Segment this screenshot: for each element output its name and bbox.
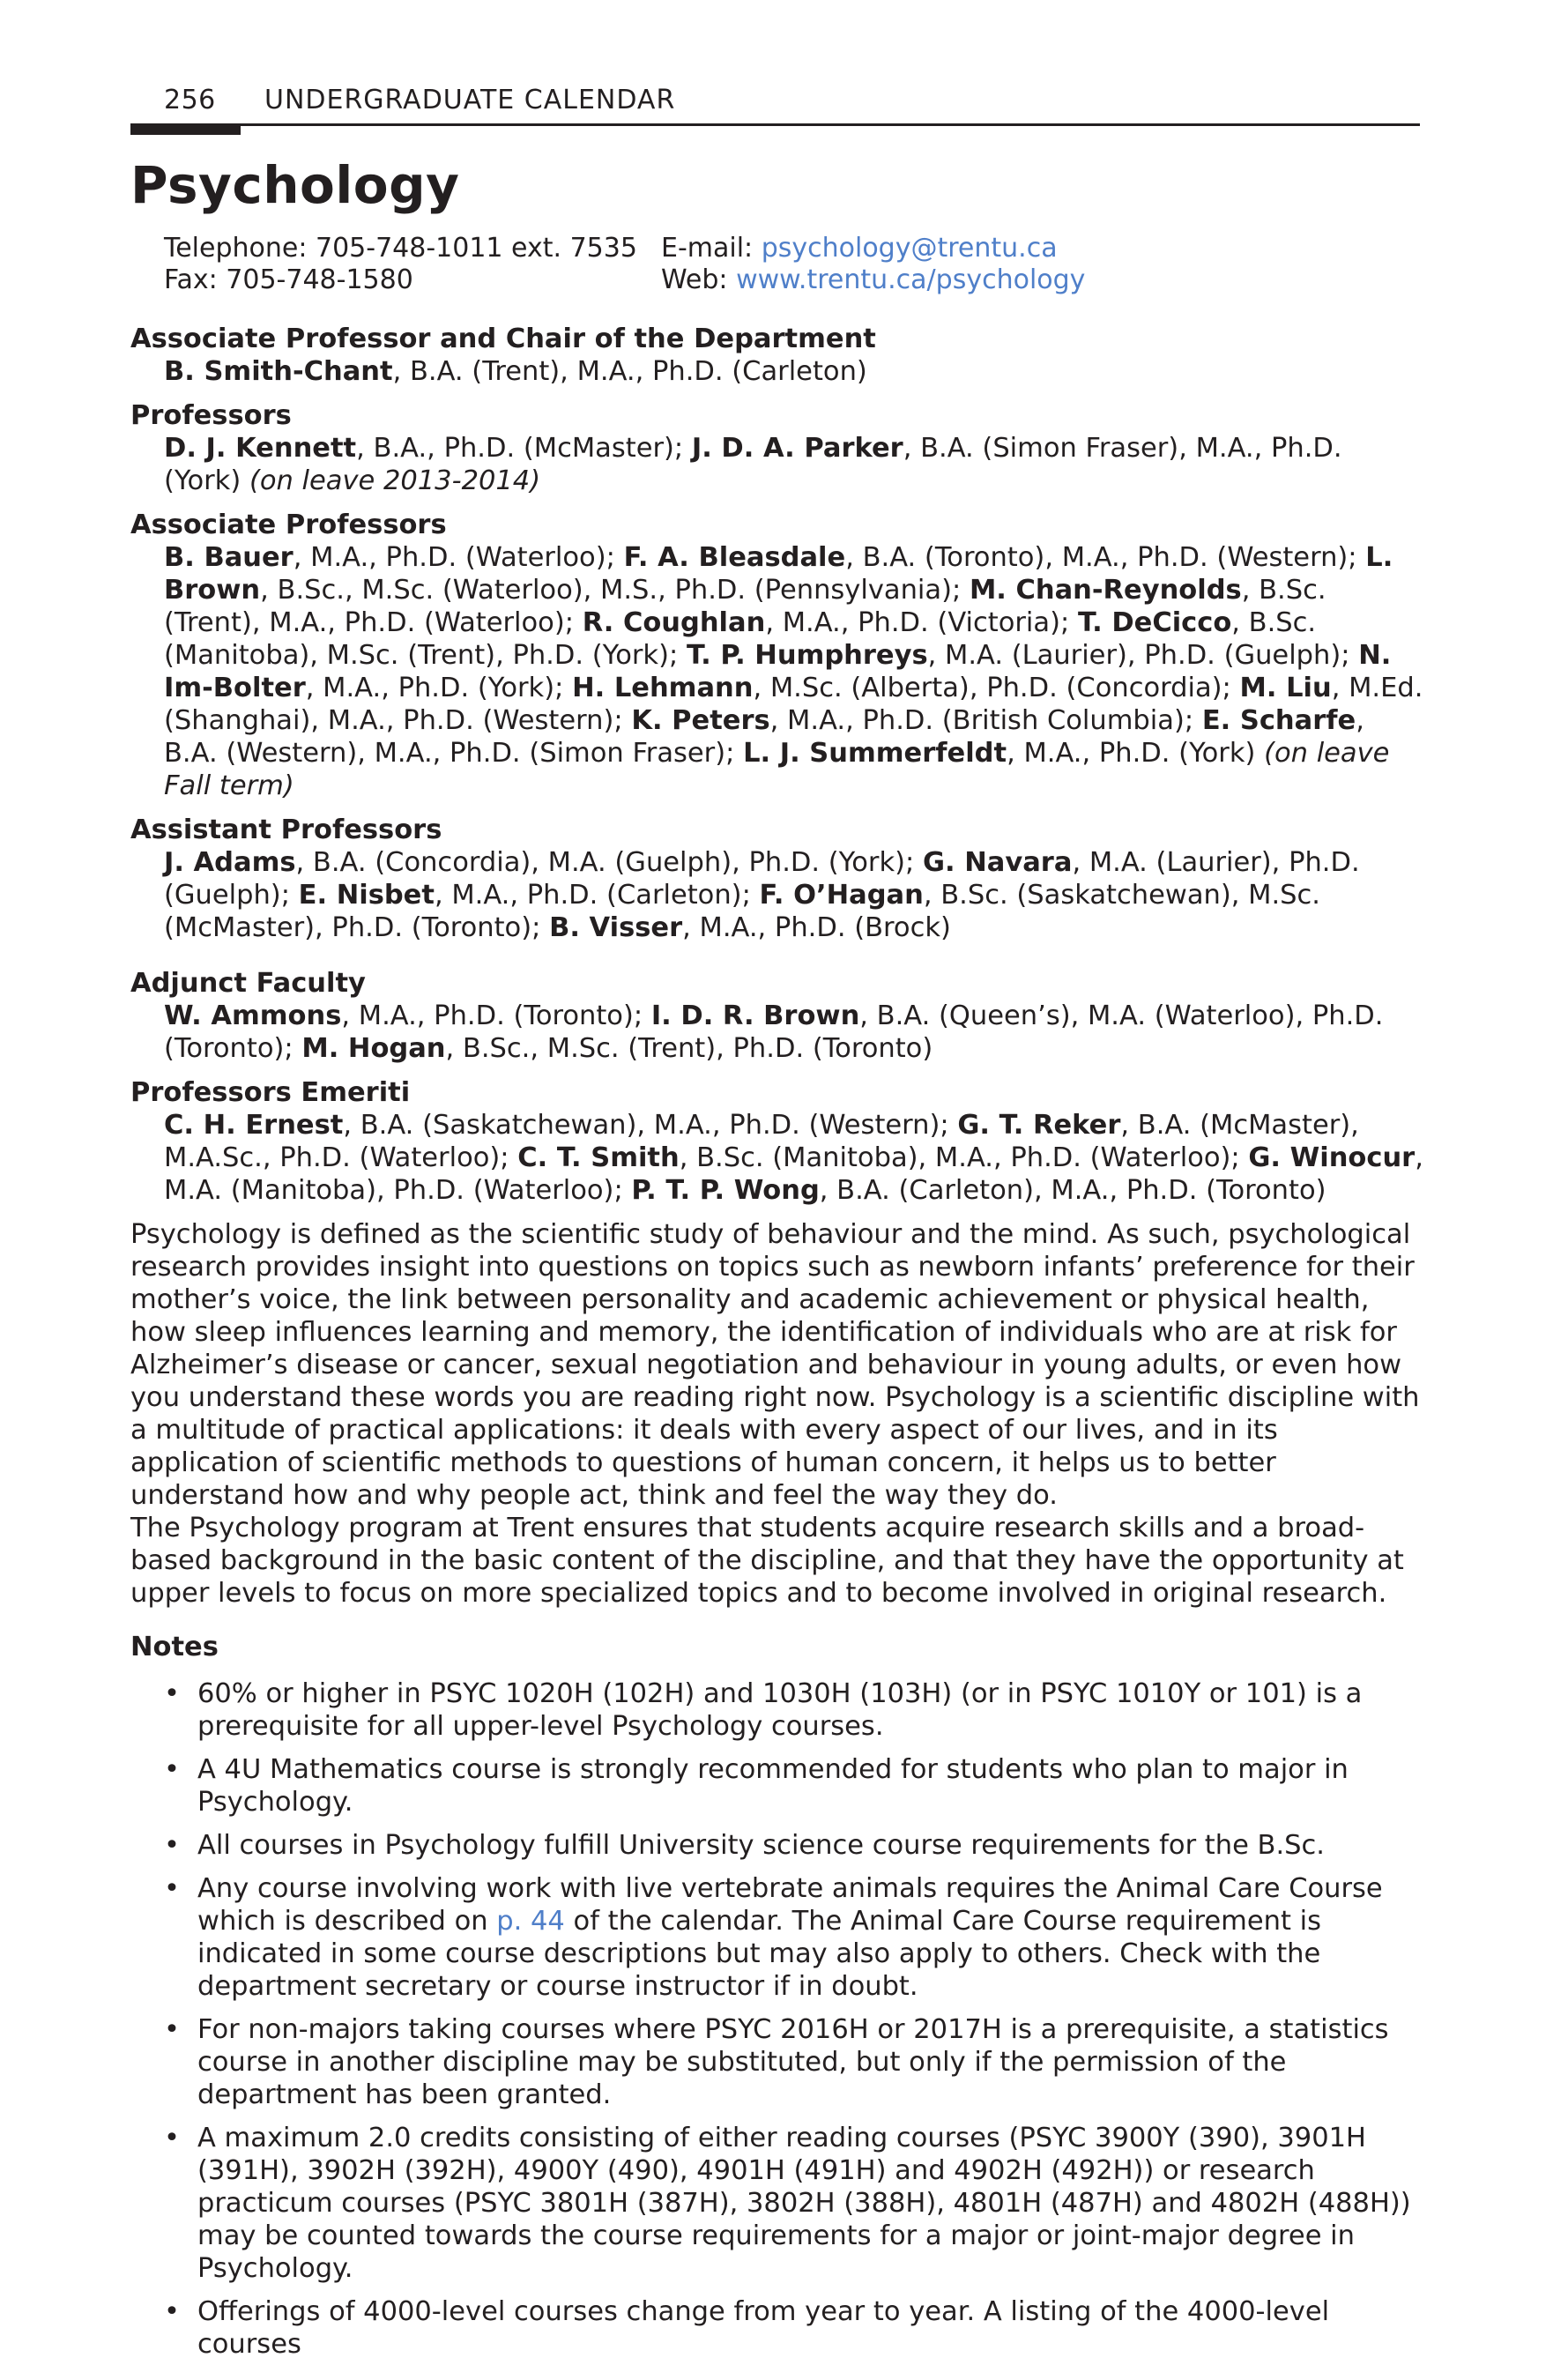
text-run: , M.A. (Laurier), Ph.D. (Guelph);: [164, 847, 1360, 911]
text-run: , B.A., Ph.D. (McMaster);: [356, 433, 692, 464]
bullet-icon: •: [164, 2123, 180, 2153]
running-title: UNDERGRADUATE CALENDAR: [264, 85, 676, 115]
faculty-name: R. Coughlan: [582, 607, 766, 638]
text-run: , B.A. (Saskatchewan), M.A., Ph.D. (Western);: [343, 1110, 958, 1141]
contact-block: [164, 233, 1133, 296]
faculty-name: D. J. Kennett: [164, 433, 357, 464]
faculty-list: [130, 846, 1426, 944]
text-run: , M.A., Ph.D. (Brock): [682, 912, 951, 943]
text-run: , B.Sc. (Saskatchewan), M.Sc. (McMaster), Ph.D. (Toronto);: [164, 880, 1320, 943]
text-run: Offerings of 4000-level courses change from year to year. A listing of the 4000-level courses: [197, 2296, 1330, 2360]
header-rule-accent: [130, 123, 241, 135]
faculty-sections: [130, 323, 1426, 1207]
faculty-name: T. DeCicco: [1077, 607, 1232, 638]
text-run: , M.A. (Manitoba), Ph.D. (Waterloo);: [164, 1142, 1423, 1206]
faculty-list: [130, 355, 1426, 388]
faculty-name: J. D. A. Parker: [691, 433, 903, 464]
faculty-name: P. T. P. Wong: [631, 1175, 820, 1206]
note-item: [130, 2122, 1426, 2285]
text-run: , B.A. (Carleton), M.A., Ph.D. (Toronto): [819, 1175, 1326, 1206]
text-run: , B.Sc. (Trent), M.A., Ph.D. (Waterloo);: [164, 575, 1326, 638]
email-label: E-mail:: [661, 233, 762, 264]
email-line: [661, 233, 1058, 264]
text-run: , M.Ed. (Shanghai), M.A., Ph.D. (Western);: [164, 673, 1423, 736]
bullet-icon: •: [164, 1754, 180, 1785]
note-item: [130, 2013, 1426, 2111]
faculty-section: [130, 967, 1426, 1065]
text-run: , B.Sc. (Manitoba), M.Sc. (Trent), Ph.D. (York);: [164, 607, 1317, 671]
faculty-list: [130, 432, 1426, 497]
note-item: [130, 1753, 1426, 1818]
faculty-name: B. Bauer: [164, 542, 294, 573]
text-run: , M.A., Ph.D. (British Columbia);: [769, 705, 1202, 736]
bullet-icon: •: [164, 2296, 180, 2327]
faculty-name: L. Brown: [164, 542, 1393, 606]
note-item: [130, 1677, 1426, 1743]
leave-note: (on leave Fall term): [164, 738, 1390, 801]
text-run: , M.A., Ph.D. (Toronto);: [341, 1000, 651, 1031]
leave-note: (on leave 2013-2014): [249, 465, 541, 496]
telephone-text: Telephone: 705-748-1011 ext. 7535: [164, 233, 637, 264]
note-item: [130, 2295, 1426, 2361]
section-heading: Assistant Professors: [130, 814, 442, 845]
text-run: , B.A. (Concordia), M.A. (Guelph), Ph.D. (York);: [295, 847, 923, 878]
text-run: , B.Sc. (Manitoba), M.A., Ph.D. (Waterloo);: [679, 1142, 1249, 1173]
faculty-name: H. Lehmann: [572, 673, 754, 703]
faculty-section: [130, 814, 1426, 944]
header-rule: [130, 123, 1420, 126]
intro-paragraph: The Psychology program at Trent ensures that students acquire research skills and a broad-based background in the basic content of the discipline, and that they have the opportunity at upper levels to focus on more specialized topics and to become involved in original research.: [130, 1513, 1404, 1609]
section-heading: Adjunct Faculty: [130, 968, 366, 999]
section-heading: Associate Professors: [130, 509, 447, 540]
faculty-name: G. T. Reker: [957, 1110, 1121, 1141]
section-heading: Professors: [130, 400, 292, 431]
text-run: , M.A., Ph.D. (Waterloo);: [293, 542, 624, 573]
faculty-list: [130, 541, 1426, 802]
text-run: , B.A. (McMaster), M.A.Sc., Ph.D. (Waterloo);: [164, 1110, 1359, 1173]
text-run: , M.A. (Laurier), Ph.D. (Guelph);: [927, 640, 1359, 671]
text-run: , B.Sc., M.Sc. (Waterloo), M.S., Ph.D. (Pennsylvania);: [260, 575, 970, 606]
text-run: All courses in Psychology fulfill University science course requirements for the B.Sc.: [197, 1830, 1326, 1861]
web-line: [661, 264, 1085, 296]
note-item: [130, 1872, 1426, 2003]
text-run: , B.A. (Queen’s), M.A. (Waterloo), Ph.D. (Toronto);: [164, 1000, 1384, 1064]
page-title: Psychology: [130, 155, 460, 215]
text-run: , M.A., Ph.D. (York): [1007, 738, 1265, 769]
faculty-name: G. Winocur: [1248, 1142, 1416, 1173]
text-run: A 4U Mathematics course is strongly recommended for students who plan to major in Psychology.: [197, 1754, 1349, 1818]
faculty-name: E. Scharfe: [1201, 705, 1356, 736]
text-run: , B.A. (Toronto), M.A., Ph.D. (Western);: [845, 542, 1366, 573]
note-item: [130, 1829, 1426, 1862]
faculty-section: [130, 1076, 1426, 1207]
faculty-name: C. H. Ernest: [164, 1110, 344, 1141]
text-run: Any course involving work with live vertebrate animals requires the Animal Care Course which is described on: [197, 1873, 1383, 1937]
section-heading: Professors Emeriti: [130, 1077, 411, 1108]
web-label: Web:: [661, 264, 737, 295]
faculty-name: F. A. Bleasdale: [623, 542, 846, 573]
fax-text: Fax: 705-748-1580: [164, 264, 413, 295]
page-number: 256: [164, 85, 216, 115]
bullet-icon: •: [164, 1873, 180, 1904]
faculty-name: B. Smith-Chant: [164, 356, 393, 387]
web-link[interactable]: www.trentu.ca/psychology: [736, 264, 1086, 295]
faculty-name: E. Nisbet: [298, 880, 435, 911]
faculty-name: N. Im-Bolter: [164, 640, 1392, 703]
faculty-name: F. O’Hagan: [759, 880, 924, 911]
faculty-list: [130, 1000, 1426, 1065]
text-run: , B.A. (Western), M.A., Ph.D. (Simon Fraser);: [164, 705, 1364, 769]
bullet-icon: •: [164, 1678, 180, 1709]
section-heading: Associate Professor and Chair of the Department: [130, 324, 876, 354]
text-run: , M.Sc. (Alberta), Ph.D. (Concordia);: [753, 673, 1240, 703]
page-header: [130, 85, 1420, 115]
page-reference-link[interactable]: p. 44: [496, 1906, 565, 1937]
text-run: , B.A. (Trent), M.A., Ph.D. (Carleton): [392, 356, 867, 387]
faculty-name: L. J. Summerfeldt: [743, 738, 1007, 769]
faculty-name: I. D. R. Brown: [650, 1000, 860, 1031]
faculty-section: [130, 323, 1426, 388]
intro-text: [130, 1218, 1426, 1610]
faculty-name: M. Liu: [1239, 673, 1332, 703]
faculty-name: C. T. Smith: [517, 1142, 680, 1173]
faculty-name: M. Chan-Reynolds: [969, 575, 1242, 606]
text-run: , M.A., Ph.D. (Victoria);: [765, 607, 1078, 638]
notes-heading: Notes: [130, 1632, 219, 1662]
email-link[interactable]: psychology@trentu.ca: [761, 233, 1058, 264]
faculty-name: B. Visser: [549, 912, 683, 943]
faculty-section: [130, 399, 1426, 497]
text-run: 60% or higher in PSYC 1020H (102H) and 1030H (103H) (or in PSYC 1010Y or 101) is a prerequisite for all upper-level Psychology courses.: [197, 1678, 1363, 1742]
faculty-name: G. Navara: [923, 847, 1073, 878]
faculty-name: W. Ammons: [164, 1000, 342, 1031]
faculty-name: T. P. Humphreys: [686, 640, 928, 671]
text-run: , M.A., Ph.D. (Carleton);: [434, 880, 760, 911]
faculty-name: J. Adams: [164, 847, 296, 878]
intro-paragraph: Psychology is defined as the scientific study of behaviour and the mind. As such, psychological research provides insight into questions on topics such as newborn infants’ preference for their mother’s voice, the link between personality and academic achievement or physical health, how sleep influences learning and memory, the identification of individuals who are at risk for Alzheimer’s disease or cancer, sexual negotiation and behaviour in young adults, or even how you understand these words you are reading right now. Psychology is a scientific discipline with a multitude of practical applications: it deals with every aspect of our lives, and in its application of scientific methods to questions of human concern, it helps us to better understand how and why people act, think and feel the way they do.: [130, 1219, 1420, 1511]
bullet-icon: •: [164, 1830, 180, 1861]
main-content: [130, 323, 1426, 2371]
bullet-icon: •: [164, 2014, 180, 2045]
text-run: For non-majors taking courses where PSYC 2016H or 2017H is a prerequisite, a statistics course in another discipline may be substituted, but only if the permission of the department has been granted.: [197, 2014, 1389, 2110]
faculty-section: [130, 509, 1426, 802]
text-run: A maximum 2.0 credits consisting of either reading courses (PSYC 3900Y (390), 3901H (391H), 3902H (392H), 4900Y (490), 4901H (491H) and 4902H (492H)) or research practicum courses (PSYC 3801H (387H), 3802H (388H), 4801H (487H) and 4802H (488H)) may be counted towards the course requirements for a major or joint-major degree in Psychology.: [197, 2123, 1411, 2284]
text-run: , M.A., Ph.D. (York);: [305, 673, 573, 703]
text-run: , B.A. (Simon Fraser), M.A., Ph.D. (York): [164, 433, 1342, 496]
text-run: , B.Sc., M.Sc. (Trent), Ph.D. (Toronto): [445, 1033, 933, 1064]
faculty-list: [130, 1109, 1426, 1207]
text-run: of the calendar. The Animal Care Course requirement is indicated in some course descriptions but may also apply to others. Check with the department secretary or course instructor if in doubt.: [197, 1906, 1321, 2002]
faculty-name: M. Hogan: [301, 1033, 446, 1064]
faculty-name: K. Peters: [631, 705, 770, 736]
notes-list: [130, 1677, 1426, 2361]
